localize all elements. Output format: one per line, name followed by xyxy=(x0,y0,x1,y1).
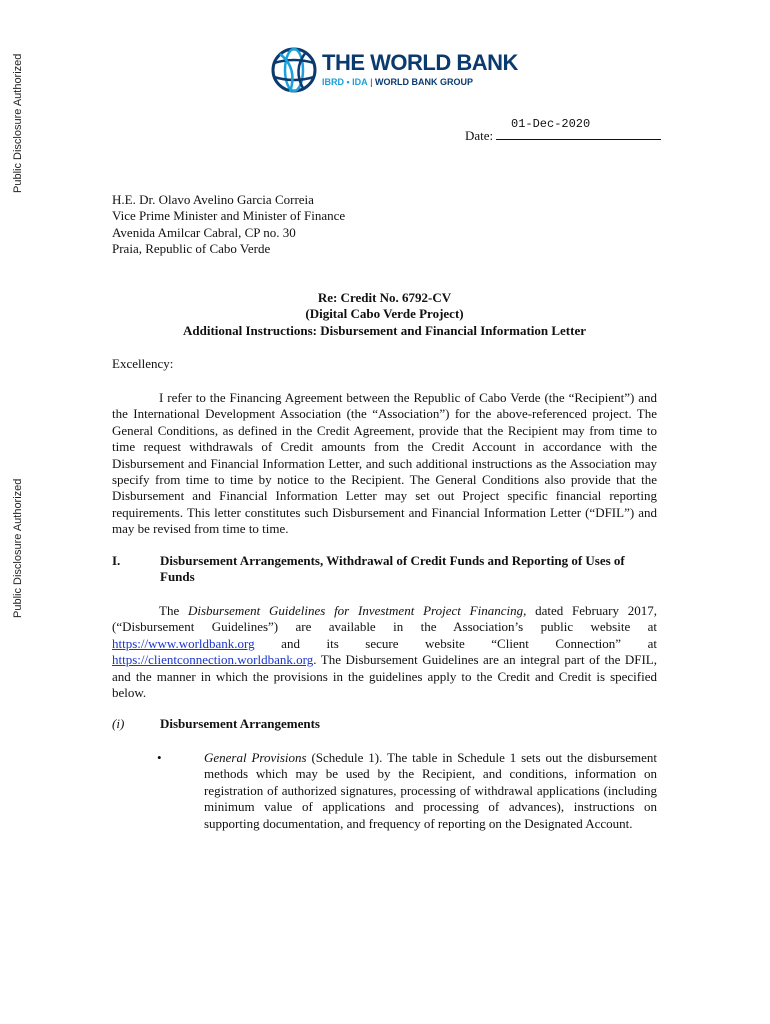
guidelines-text: and its secure website “Client Connection” at xyxy=(254,635,657,651)
date-value: 01-Dec-2020 xyxy=(511,117,591,131)
logo-separator: | xyxy=(370,77,373,87)
logo-subtitle xyxy=(322,77,473,87)
public-disclosure-label: Public Disclosure Authorized xyxy=(12,53,24,193)
addressee-block xyxy=(112,192,345,258)
bullet-text: (Schedule 1). The table in Schedule 1 sets out the disbursement methods which may be used by the Recipient, and conditions, information on registration of authorized signatures, processing of withdrawal applications (including minimum value of applications and processing of advances), instructions on supporting documentation, and frequency of reporting on the Designated Account. xyxy=(204,750,657,831)
subsection-heading: Disbursement Arrangements xyxy=(160,716,320,731)
guidelines-text: dated February 2017, (“Disbursement Guidelines”) are available in the Association’s public website at xyxy=(112,603,657,635)
bullet-paragraph xyxy=(204,750,657,832)
guidelines-text: The xyxy=(159,603,188,618)
guidelines-text: . The Disbursement Guidelines are an integral part of the DFIL, and the manner in which the provisions in the guidelines apply to the Credit and Credit is specified below. xyxy=(112,652,657,701)
subject-line: Additional Instructions: Disbursement and Financial Information Letter xyxy=(182,322,587,338)
logo-title: THE WORLD BANK xyxy=(322,50,518,75)
date-label: Date: xyxy=(465,128,494,143)
section-number: I. xyxy=(112,553,121,568)
bullet-title: General Provisions xyxy=(204,750,307,765)
intro-paragraph xyxy=(112,390,657,538)
addressee-line: Praia, Republic of Cabo Verde xyxy=(112,241,271,257)
guidelines-title: Disbursement Guidelines for Investment Project Financing, xyxy=(187,603,527,618)
guidelines-paragraph xyxy=(112,603,657,701)
subject-line: Re: Credit No. 6792-CV xyxy=(317,290,452,305)
date-row xyxy=(465,128,661,144)
addressee-line: H.E. Dr. Olavo Avelino Garcia Correia xyxy=(112,192,314,207)
date-underline xyxy=(496,129,661,140)
logo-group: WORLD BANK GROUP xyxy=(375,77,474,87)
client-connection-link[interactable]: https://clientconnection.worldbank.org xyxy=(112,652,314,668)
section-heading: Disbursement Arrangements, Withdrawal of Credit Funds and Reporting of Uses of Funds xyxy=(160,553,625,585)
subject-line: (Digital Cabo Verde Project) xyxy=(305,306,464,322)
worldbank-link[interactable]: https://www.worldbank.org xyxy=(112,635,255,651)
intro-paragraph-text: I refer to the Financing Agreement between the Republic of Cabo Verde (the “Recipient”) and the International Development Association (the “Association”) for the above-referenced project. The General Conditions, as defined in the Credit Agreement, provide that the Recipient may from time to time request withdrawals of Credit amounts from the Credit Account in accordance with the Disbursement and Financial Information Letter, and such additional instructions as the Association may specify from time to time by notice to the Recipient. The General Conditions also provide that the Disbursement and Financial Information Letter may set out Project specific financial reporting requirements. This letter constitutes such Disbursement and Financial Information Letter (“DFIL”) and may be revised from time to time. xyxy=(112,390,657,537)
salutation: Excellency: xyxy=(112,356,174,371)
globe-icon xyxy=(270,46,318,94)
addressee-line: Avenida Amilcar Cabral, CP no. 30 xyxy=(112,224,296,240)
subsection-number: (i) xyxy=(112,716,125,731)
world-bank-logo xyxy=(270,46,518,96)
subject-block xyxy=(112,290,657,339)
public-disclosure-label: Public Disclosure Authorized xyxy=(12,478,24,618)
bullet-icon: • xyxy=(157,750,162,765)
logo-ibrd: IBRD • IDA xyxy=(322,77,368,87)
addressee-line: Vice Prime Minister and Minister of Finance xyxy=(112,208,346,224)
